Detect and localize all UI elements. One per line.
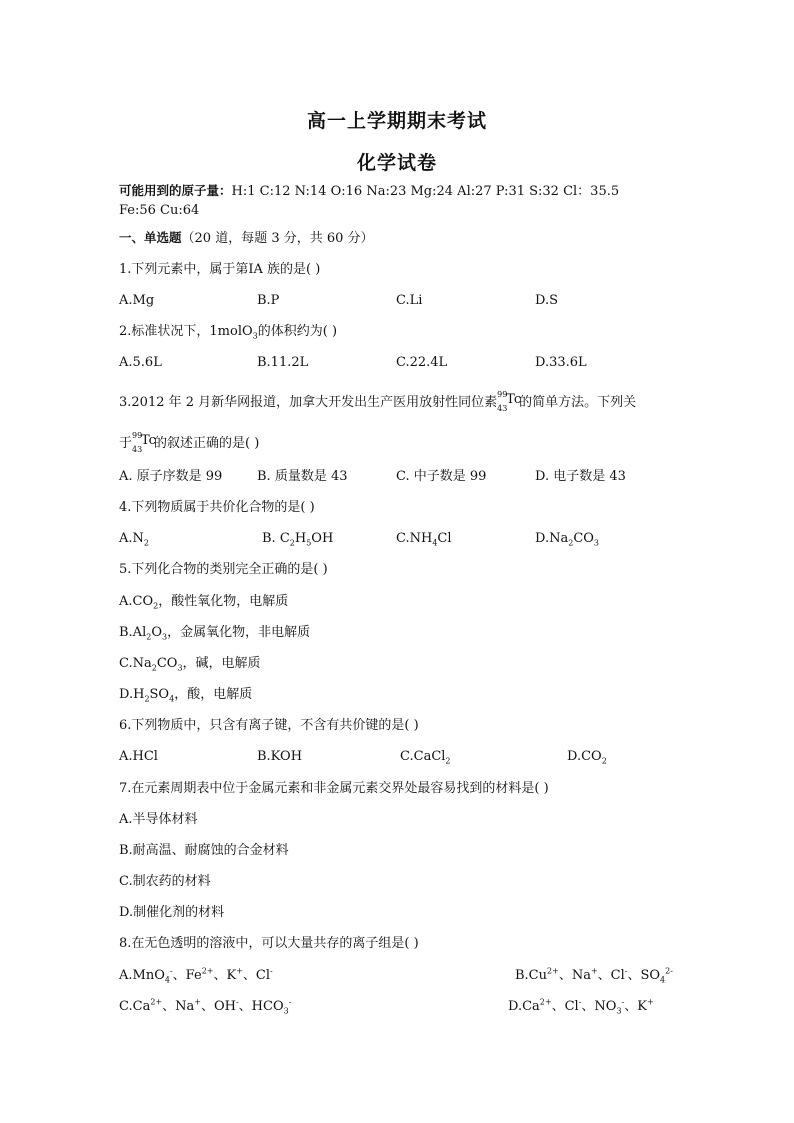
q1-option-b: B.P xyxy=(257,293,280,308)
q2-stem-post: 的体积约为( ) xyxy=(257,324,338,339)
section-heading xyxy=(119,229,374,247)
q3-stem2-pre: 于 xyxy=(119,436,133,451)
q1-option-d: D.S xyxy=(535,293,558,308)
q2-stem-pre: 2.标准状况下，1molO xyxy=(119,324,253,339)
q6-option-b: B.KOH xyxy=(257,749,303,764)
q7-option-d: D.制催化剂的材料 xyxy=(119,905,225,920)
q3-stem-post: 的简单方法。下列关 xyxy=(519,395,637,410)
q1-stem: 1.下列元素中，属于第ⅠA 族的是( ) xyxy=(119,262,321,277)
exam-subtitle: 化学试卷 xyxy=(356,152,437,174)
exam-title: 高一上学期期末考试 xyxy=(306,110,487,132)
q1-option-a: A.Mg xyxy=(119,293,155,308)
tc-nuclide-2: 99 43 Tc xyxy=(132,431,156,454)
q3-stem xyxy=(119,391,636,411)
q7-option-c: C.制农药的材料 xyxy=(119,874,211,889)
q2-option-a: A.5.6L xyxy=(119,355,162,370)
q6-option-a: A.HCl xyxy=(119,749,158,764)
q7-stem: 7.在元素周期表中位于金属元素和非金属元素交界处最容易找到的材料是( ) xyxy=(119,781,549,796)
q8-option-b: $B.Cu^{2+}$、Na+、Cl-、$SO_4^{2-}$ xyxy=(515,966,673,985)
q5-option-c: $C.Na_2CO_3$，碱，电解质 xyxy=(119,656,261,673)
q5-b-text: ，金属氧化物，非电解质 xyxy=(167,625,311,640)
q8-stem: 8.在无色透明的溶液中，可以大量共存的离子组是( ) xyxy=(119,936,419,951)
atomic-masses-label: 可能用到的原子量： xyxy=(119,183,232,198)
q7-option-a: A.半导体材料 xyxy=(119,812,198,827)
q3-stem-2 xyxy=(119,432,259,452)
q5-option-d: $D.H_2SO_4$，酸，电解质 xyxy=(119,687,253,704)
q6-option-d: $D.CO_2$ xyxy=(567,749,607,766)
q2-stem: 2.标准状况下，1molO$_3$的体积约为( ) xyxy=(119,324,338,341)
atomic-masses-line-2: Fe:56 Cu:64 xyxy=(119,203,200,218)
tc-nuclide: 99 43 Tc xyxy=(497,390,522,413)
q3-option-a: A. 原子序数是 99 xyxy=(119,469,223,484)
q5-c-text: ，碱，电解质 xyxy=(182,656,261,671)
q7-option-b: B.耐高温、耐腐蚀的合金材料 xyxy=(119,843,289,858)
section-note: （20 道，每题 3 分，共 60 分） xyxy=(181,231,374,246)
q8-option-a: A.MnO$_4$-、$Fe^{2+}$、K+、Cl- xyxy=(119,966,273,985)
q6-stem: 6.下列物质中，只含有离子键，不含有共价键的是( ) xyxy=(119,718,419,733)
q3-option-b: B. 质量数是 43 xyxy=(257,469,348,484)
q3-stem2-post: 的叙述正确的是( ) xyxy=(154,436,260,451)
atomic-masses-values: H:1 C:12 N:14 O:16 Na:23 Mg:24 Al:27 P:31 S:32 Cl：35.5 xyxy=(231,184,620,199)
atomic-masses-line xyxy=(119,182,619,200)
q5-d-text: ，酸，电解质 xyxy=(174,687,253,702)
q5-stem: 5.下列化合物的类别完全正确的是( ) xyxy=(119,562,328,577)
q3-option-c: C. 中子数是 99 xyxy=(396,469,487,484)
q4-stem: 4.下列物质属于共价化合物的是( ) xyxy=(119,500,315,515)
q8-option-c: $C.Ca^{2+}$、Na+、OH-、$HCO_3^-$ xyxy=(119,997,292,1016)
q4-option-a: $A.N_2$ xyxy=(119,531,149,548)
q1-option-c: C.Li xyxy=(396,293,423,308)
q5-option-a: $A.CO_2$，酸性氧化物，电解质 xyxy=(119,594,289,611)
q2-option-c: C.22.4L xyxy=(396,355,448,370)
section-title: 一、单选题 xyxy=(119,230,182,245)
q3-option-d: D. 电子数是 43 xyxy=(535,469,626,484)
q6-option-c: C.CaCl$_2$ xyxy=(400,749,451,766)
q4-option-b: B. $C_2H_5OH$ xyxy=(262,531,334,548)
q2-option-b: B.11.2L xyxy=(257,355,309,370)
q8-option-d: $D.Ca^{2+}$、Cl-、$NO_3^-$、K+ xyxy=(508,997,654,1016)
q5-option-b: $B.Al_2O_3$，金属氧化物，非电解质 xyxy=(119,625,311,642)
q3-stem-pre: 3.2012 年 2 月新华网报道，加拿大开发出生产医用放射性同位素 xyxy=(119,395,498,410)
q5-a-text: ，酸性氧化物，电解质 xyxy=(158,594,289,609)
q2-option-d: D.33.6L xyxy=(535,355,587,370)
q4-option-c: $C.NH_4Cl$ xyxy=(396,531,452,548)
q4-option-d: $D.Na_2CO_3$ xyxy=(535,531,600,548)
